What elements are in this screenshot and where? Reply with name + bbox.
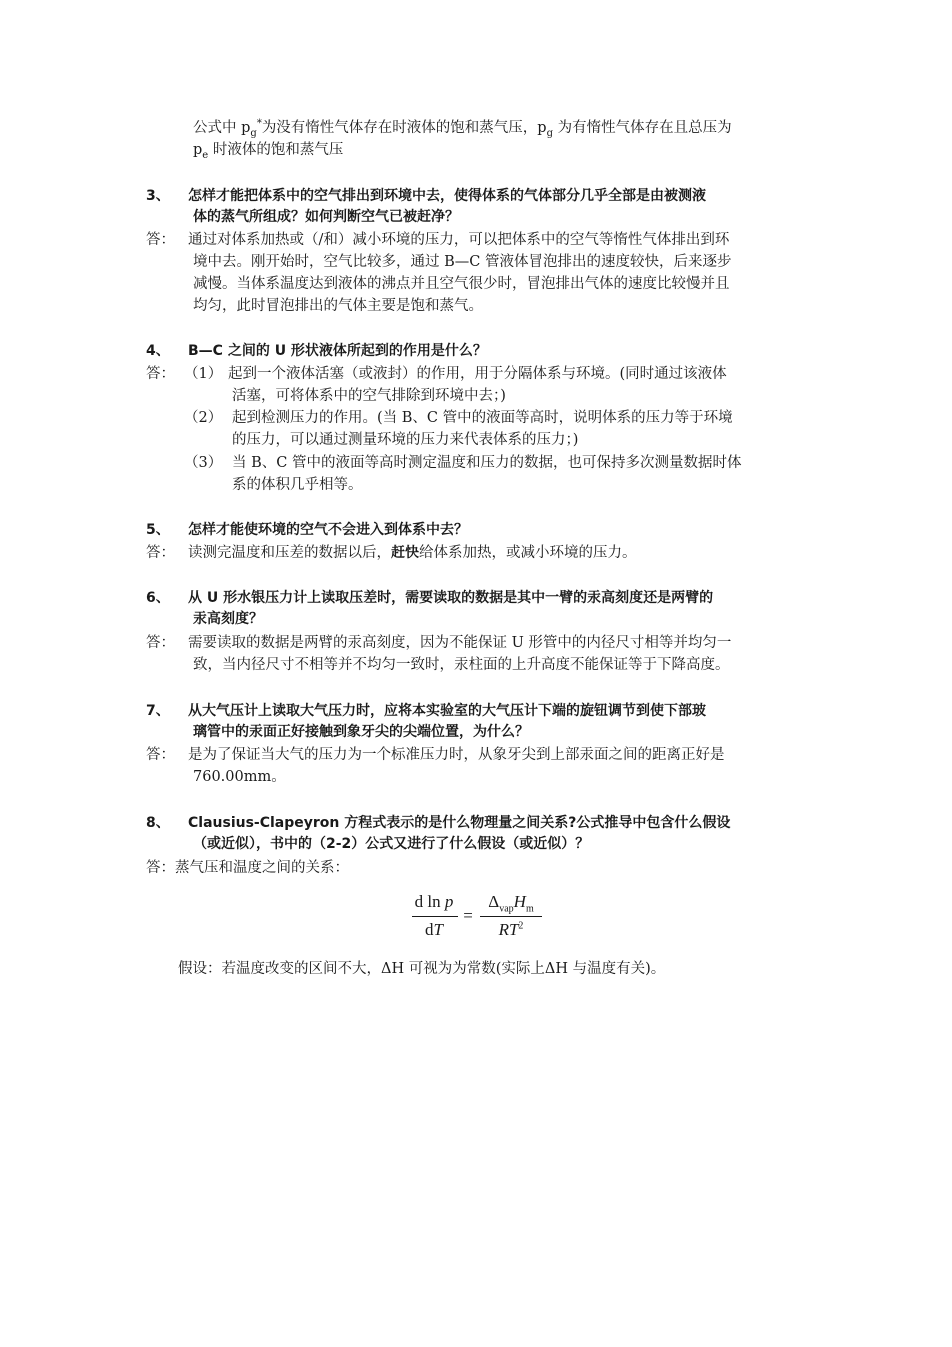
q8-assumption: 假设：若温度改变的区间不大，ΔH 可视为为常数(实际上ΔH 与温度有关)。 (178, 961, 666, 977)
q6-answer-label: 答： (146, 635, 175, 651)
q4-question-line-1: B—C 之间的 U 形状液体所起到的作用是什么？ (188, 343, 487, 359)
q7-number: 7、 (146, 703, 170, 719)
q4-item-2-line-2: 的压力，可以通过测量环境的压力来代表体系的压力；) (232, 432, 579, 448)
q4-item-3-line-1: 当 B、C 管中的液面等高时测定温度和压力的数据，也可保持多次测量数据时体 (232, 455, 742, 471)
q7-question-line-2: 璃管中的汞面正好接触到象牙尖的尖端位置，为什么？ (193, 724, 529, 740)
q4-item-1-line-1: 起到一个液体活塞（或液封）的作用，用于分隔体系与环境。(同时通过该液体 (228, 366, 727, 382)
intro-line-2: $p_e$ 时液体的饱和蒸气压 (193, 142, 344, 161)
q5-question-line-1: 怎样才能使环境的空气不会进入到体系中去？ (188, 522, 468, 538)
formula-lhs-denominator: dT (425, 920, 443, 939)
q4-item-1-label: （1） (184, 366, 223, 382)
q4-number: 4、 (146, 343, 170, 359)
formula-rhs-numerator: $\Delta_{vap}H_m$ (488, 892, 534, 915)
q6-question-line-1: 从 U 形水银压力计上读取压差时，需要读取的数据是其中一臂的汞高刻度还是两臂的 (188, 590, 714, 606)
q7-question-line-1: 从大气压计上读取大气压力时，应将本实验室的大气压计下端的旋钮调节到使下部玻 (188, 703, 706, 719)
q8-question-line-2: （或近似），书中的（2-2）公式又进行了什么假设（或近似）？ (193, 836, 590, 852)
q6-answer-line-2: 致，当内径尺寸不相等并不均匀一致时，汞柱面的上升高度不能保证等于下降高度。 (193, 657, 730, 673)
q7-answer-line-1: 是为了保证当大气的压力为一个标准压力时，从象牙尖到上部汞面之间的距离正好是 (188, 747, 725, 763)
q4-item-3-label: （3） (184, 455, 223, 471)
q6-question-line-2: 汞高刻度？ (193, 611, 263, 627)
formula-equals: = (463, 906, 473, 925)
q7-answer-line-2: 760.00mm。 (193, 769, 286, 785)
q4-item-2-label: （2） (184, 410, 223, 426)
q4-item-2-line-1: 起到检测压力的作用。(当 B、C 管中的液面等高时，说明体系的压力等于环境 (232, 410, 733, 426)
q6-number: 6、 (146, 590, 170, 606)
q4-answer-label: 答： (146, 366, 175, 382)
q5-number: 5、 (146, 522, 170, 538)
q3-question-line-1: 怎样才能把体系中的空气排出到环境中去，使得体系的气体部分几乎全部是由被测液 (188, 188, 706, 204)
formula-rhs-denominator: $RT^2$ (498, 920, 524, 939)
formula-lhs-numerator: d ln p (414, 892, 454, 911)
q5-answer-label: 答： (146, 545, 175, 561)
q5-answer-line-1: 读测完温度和压差的数据以后，赶快给体系加热，或减小环境的压力。 (188, 545, 637, 561)
q3-answer-line-2: 境中去。刚开始时，空气比较多，通过 B—C 管液体冒泡排出的速度较快，后来逐步 (193, 254, 732, 270)
q3-number: 3、 (146, 188, 170, 204)
q4-item-3-line-2: 系的体积几乎相等。 (232, 477, 363, 493)
intro-line-1: 公式中 $p_g^*$为没有惰性气体存在时液体的饱和蒸气压，$p_g$ 为有惰性气体存在且总压为 (193, 118, 732, 139)
q3-answer-label: 答： (146, 232, 175, 248)
q4-item-1-line-2: 活塞，可将体系中的空气排除到环境中去；) (232, 388, 506, 404)
q3-answer-line-4: 均匀，此时冒泡排出的气体主要是饱和蒸气。 (193, 298, 483, 314)
q8-number: 8、 (146, 815, 170, 831)
q5-answer-emphasis: 赶快 (391, 545, 419, 561)
q7-answer-label: 答： (146, 747, 175, 763)
clausius-clapeyron-formula (410, 888, 550, 948)
q3-question-line-2: 体的蒸气所组成？如何判断空气已被赶净？ (193, 209, 459, 225)
q6-answer-line-1: 需要读取的数据是两臂的汞高刻度，因为不能保证 U 形管中的内径尺寸相等并均匀一 (188, 635, 732, 651)
q8-question-line-1: Clausius-Clapeyron 方程式表示的是什么物理量之间关系?公式推导中包含什么假设 (188, 815, 731, 831)
q3-answer-line-1: 通过对体系加热或（/和）减小环境的压力，可以把体系中的空气等惰性气体排出到环 (188, 232, 730, 248)
q8-answer-line: 答：蒸气压和温度之间的关系： (146, 860, 349, 876)
formula-rhs-bar (480, 916, 542, 917)
q3-answer-line-3: 减慢。当体系温度达到液体的沸点并且空气很少时，冒泡排出气体的速度比较慢并且 (193, 276, 730, 292)
formula-lhs-bar (412, 916, 458, 917)
